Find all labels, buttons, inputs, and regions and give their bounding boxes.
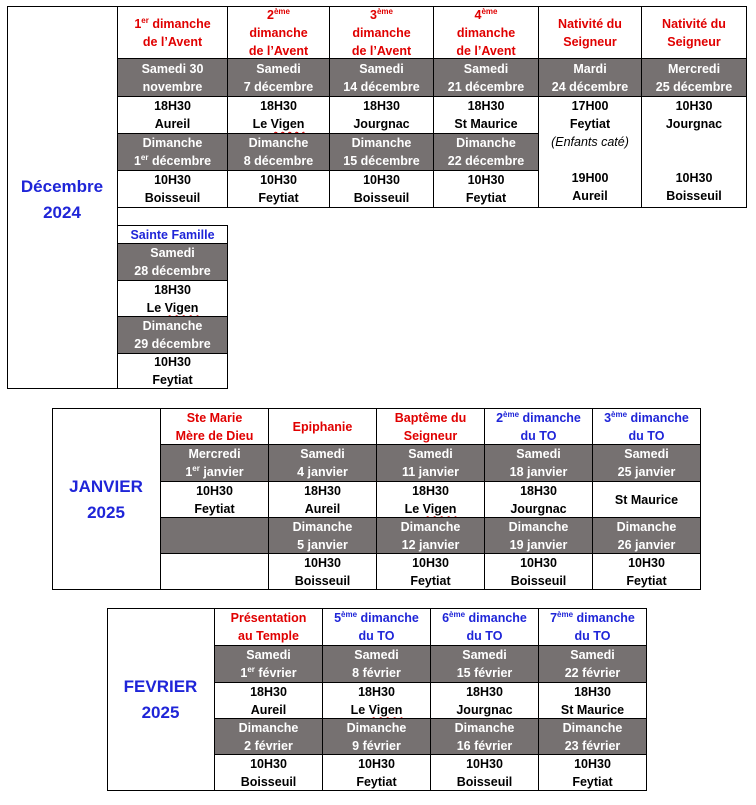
holy-family-date1	[117, 243, 228, 281]
january-date1-3	[484, 444, 593, 482]
january-mass2-1-place: Boisseuil	[294, 573, 351, 588]
february-date1-1	[322, 645, 431, 683]
december-mass1-1-time: 18H30	[260, 99, 297, 113]
january-date2-4	[592, 517, 701, 554]
christmas-day-time2: 10H30	[675, 171, 713, 185]
january-mass2-3-time: 10H30	[520, 555, 557, 570]
january-date2-3-date: 19 janvier	[509, 537, 568, 552]
december-date1-0	[117, 58, 228, 97]
december-header-4	[538, 6, 642, 59]
january-mass2-3	[484, 553, 593, 590]
december-date2-0	[117, 133, 228, 171]
january-label-year: 2025	[87, 503, 125, 522]
december-date2-1-date: 8 décembre	[243, 154, 314, 168]
january-date1-2-date: 11 janvier	[402, 465, 459, 479]
december-christmas-day-cell	[641, 96, 747, 208]
place-name: Vigen	[270, 117, 305, 131]
christmas-day-time1: 10H30	[675, 99, 713, 113]
january-header-4-line1: du TO	[628, 428, 665, 443]
february-date1-3-date: 22 février	[564, 666, 621, 680]
christmas-eve-time1: 17H00	[571, 99, 609, 113]
holy-family-mass2	[117, 353, 228, 389]
february-date2-0-day: Dimanche	[238, 720, 299, 735]
january-date1-3-day: Samedi	[516, 447, 561, 461]
february-header-1	[322, 608, 431, 646]
january-header-0	[160, 408, 269, 445]
january-mass2-1-time: 10H30	[304, 555, 341, 570]
december-mass2-3-time: 10H30	[467, 173, 505, 187]
december-mass1-3-time: 18H30	[467, 99, 505, 113]
january-header-2-line0: Baptême du	[394, 410, 467, 425]
january-mass2-3-place: Boisseuil	[510, 573, 567, 588]
december-date2-1-day: Dimanche	[248, 136, 309, 150]
christmas-eve-place2: Aureil	[572, 189, 608, 203]
holy-family-mass2-place: Feytiat	[152, 373, 193, 387]
december-date1-4-day: Mardi	[573, 61, 607, 76]
december-date2-2-date: 15 décembre	[343, 154, 420, 168]
december-date2-1	[227, 133, 330, 171]
december-mass1-2-place: Jourgnac	[353, 117, 410, 131]
february-header-0-line1: au Temple	[238, 629, 299, 643]
february-date1-2-day: Samedi	[462, 648, 507, 662]
christmas-eve-place1: Feytiat	[569, 117, 611, 131]
december-mass2-1-place: Feytiat	[258, 191, 299, 205]
january-mass1-4	[592, 481, 701, 518]
december-date2-2-day: Dimanche	[351, 136, 412, 150]
december-christmas-eve-cell	[538, 96, 642, 208]
december-mass2-3-place: Feytiat	[465, 191, 507, 205]
february-label	[107, 660, 214, 740]
december-mass2-1-time: 10H30	[260, 173, 297, 187]
february-date2-0	[214, 718, 323, 755]
january-mass1-0-time: 10H30	[196, 483, 233, 498]
february-mass2-1-place: Feytiat	[356, 774, 397, 789]
february-mass2-2-place: Boisseuil	[456, 774, 513, 789]
february-date1-3-day: Samedi	[570, 648, 615, 662]
february-mass2-0-time: 10H30	[250, 756, 287, 771]
february-mass1-1-time: 18H30	[358, 684, 395, 699]
holy-family-title	[117, 225, 228, 244]
february-date1-1-date: 8 février	[352, 666, 401, 680]
january-mass2-0	[160, 553, 269, 590]
january-date2-1	[268, 517, 377, 554]
february-header-3-line1: du TO	[574, 629, 611, 643]
february-date2-2	[430, 718, 539, 755]
december-date1-5	[641, 58, 747, 97]
december-header-4-line0: Nativité du	[558, 16, 622, 31]
february-header-0-line0: Présentation	[230, 611, 307, 625]
december-header-1-line1: dimanche	[249, 25, 308, 40]
december-mass2-0	[117, 170, 228, 208]
february-mass2-3	[538, 754, 647, 791]
december-header-2-line1: dimanche	[352, 25, 411, 40]
february-mass1-3-time: 18H30	[574, 684, 611, 699]
december-date2-3	[433, 133, 539, 171]
december-date1-3-date: 21 décembre	[447, 79, 525, 94]
february-date1-0-day: Samedi	[246, 648, 291, 662]
december-header-5-line1: Seigneur	[667, 34, 721, 49]
holy-family-date1-day: Samedi	[150, 246, 195, 260]
january-header-3	[484, 408, 593, 445]
january-date2-4-day: Dimanche	[616, 519, 677, 534]
december-mass1-0-time: 18H30	[154, 99, 191, 113]
january-date1-4	[592, 444, 701, 482]
holy-family-date2-day: Dimanche	[142, 319, 203, 333]
february-date2-1-day: Dimanche	[346, 720, 407, 735]
february-mass2-1-time: 10H30	[358, 756, 395, 771]
february-mass2-3-place: Feytiat	[572, 774, 613, 789]
december-date1-2-date: 14 décembre	[343, 79, 420, 94]
january-mass1-1-time: 18H30	[304, 483, 341, 498]
february-header-1-line0: 5ème dimanche	[334, 609, 419, 625]
february-mass1-2	[430, 682, 539, 719]
january-header-4	[592, 408, 701, 445]
holy-family-date2-date: 29 décembre	[134, 337, 211, 351]
february-mass2-3-time: 10H30	[574, 756, 611, 771]
january-date1-0-day: Mercredi	[188, 447, 241, 461]
january-mass2-2-place: Feytiat	[410, 573, 451, 588]
holy-family-title-text: Sainte Famille	[130, 227, 215, 242]
february-date1-1-day: Samedi	[354, 648, 399, 662]
february-mass2-1	[322, 754, 431, 791]
place-name: Vigen	[368, 702, 403, 717]
december-header-0-line0: 1er dimanche	[134, 15, 211, 31]
january-mass2-4-place: Feytiat	[626, 573, 667, 588]
february-mass1-0	[214, 682, 323, 719]
december-date2-3-day: Dimanche	[456, 136, 516, 150]
february-mass2-2	[430, 754, 539, 791]
january-mass1-1	[268, 481, 377, 518]
january-mass1-2-time: 18H30	[412, 483, 449, 498]
february-date2-1	[322, 718, 431, 755]
january-mass1-3-place: Jourgnac	[510, 501, 567, 516]
january-date1-3-date: 18 janvier	[509, 465, 568, 479]
december-date1-0-day: Samedi 30	[141, 61, 204, 76]
december-date1-4-date: 24 décembre	[551, 79, 629, 94]
december-date1-1-date: 7 décembre	[243, 79, 314, 94]
february-mass1-2-time: 18H30	[466, 684, 503, 699]
january-header-1-line0: Epiphanie	[292, 419, 353, 434]
holy-family-mass1	[117, 280, 228, 317]
christmas-day-place2: Boisseuil	[666, 189, 722, 203]
february-mass1-0-time: 18H30	[250, 684, 287, 699]
christmas-eve-time2: 19H00	[571, 171, 609, 185]
february-mass2-0	[214, 754, 323, 791]
december-mass2-0-time: 10H30	[154, 173, 191, 187]
december-date1-5-date: 25 décembre	[655, 79, 733, 94]
january-date2-1-day: Dimanche	[292, 519, 353, 534]
december-mass2-3	[433, 170, 539, 208]
january-mass1-2-place: Le Vigen	[404, 501, 457, 516]
february-date2-1-date: 9 février	[352, 738, 401, 753]
december-header-4-line1: Seigneur	[563, 34, 617, 49]
february-date1-0	[214, 645, 323, 683]
february-header-1-line1: du TO	[358, 629, 395, 643]
december-date1-2	[329, 58, 434, 97]
february-mass2-2-time: 10H30	[466, 756, 503, 771]
february-date2-2-date: 16 février	[456, 738, 513, 753]
december-header-1-line0: 2ème	[267, 6, 290, 22]
february-date1-0-date: 1er février	[240, 664, 297, 680]
january-mass2-1	[268, 553, 377, 590]
december-mass1-2	[329, 96, 434, 134]
january-header-3-line0: 2ème dimanche	[496, 409, 581, 425]
january-date1-1-date: 4 janvier	[297, 465, 348, 479]
december-mass2-1	[227, 170, 330, 208]
holy-family-mass2-time: 10H30	[154, 355, 191, 369]
december-mass1-3-place: St Maurice	[454, 117, 518, 131]
place-name: Vigen	[164, 300, 199, 315]
february-date1-2	[430, 645, 539, 683]
february-date2-3	[538, 718, 647, 755]
january-header-2-line1: Seigneur	[403, 428, 458, 443]
december-mass1-3	[433, 96, 539, 134]
january-mass1-2	[376, 481, 485, 518]
february-header-2	[430, 608, 539, 646]
holy-family-mass1-time: 18H30	[154, 282, 191, 297]
february-label-month: FEVRIER	[123, 677, 198, 696]
january-header-3-line1: du TO	[520, 428, 557, 443]
december-label-month: Décembre	[20, 177, 104, 196]
january-mass2-2-time: 10H30	[412, 555, 449, 570]
january-mass1-3-time: 18H30	[520, 483, 557, 498]
january-date1-0	[160, 444, 269, 482]
december-mass1-1	[227, 96, 330, 134]
january-date1-4-date: 25 janvier	[617, 465, 676, 479]
january-header-1	[268, 408, 377, 445]
place-name: Vigen	[422, 501, 457, 516]
december-header-3-line2: de l’Avent	[456, 43, 516, 58]
december-header-2-line0: 3ème	[370, 6, 393, 22]
christmas-eve-note: (Enfants caté)	[551, 135, 629, 149]
december-mass2-2-time: 10H30	[363, 173, 400, 187]
february-date1-2-date: 15 février	[456, 666, 513, 680]
january-date2-2-date: 12 janvier	[401, 537, 460, 552]
december-date1-3-day: Samedi	[463, 61, 509, 76]
february-header-3	[538, 608, 647, 646]
january-date1-2	[376, 444, 485, 482]
january-header-2	[376, 408, 485, 445]
january-mass1-0-place: Feytiat	[194, 501, 235, 516]
february-mass1-0-place: Aureil	[250, 702, 287, 717]
december-header-1-line2: de l’Avent	[248, 43, 309, 58]
december-header-1	[227, 6, 330, 59]
january-mass2-4	[592, 553, 701, 590]
january-mass1-1-place: Aureil	[304, 501, 341, 516]
january-date2-2-day: Dimanche	[400, 519, 461, 534]
january-date2-2	[376, 517, 485, 554]
december-mass1-1-place: Le Vigen	[252, 117, 305, 131]
december-date2-3-date: 22 décembre	[447, 154, 525, 168]
december-header-0-line1: de l’Avent	[142, 34, 203, 49]
christmas-day-place1: Jourgnac	[665, 117, 723, 131]
december-header-5-line0: Nativité du	[662, 16, 726, 31]
january-date2-3	[484, 517, 593, 554]
december-label-year: 2024	[43, 203, 81, 222]
february-header-2-line0: 6ème dimanche	[442, 609, 527, 625]
february-mass1-3	[538, 682, 647, 719]
january-mass1-4-place: St Maurice	[614, 492, 679, 507]
january-date1-4-day: Samedi	[624, 447, 669, 461]
february-header-2-line1: du TO	[466, 629, 503, 643]
january-mass2-4-time: 10H30	[628, 555, 665, 570]
december-header-3-line0: 4ème	[474, 6, 498, 22]
december-date1-2-day: Samedi	[359, 61, 404, 76]
holy-family-mass1-place: Le Vigen	[146, 300, 199, 315]
february-date2-3-day: Dimanche	[562, 720, 623, 735]
december-date2-0-date: 1er décembre	[133, 152, 212, 168]
december-date1-4	[538, 58, 642, 97]
january-header-4-line0: 3ème dimanche	[604, 409, 689, 425]
february-header-3-line0: 7ème dimanche	[550, 609, 635, 625]
december-header-5	[641, 6, 747, 59]
january-date2-0	[160, 517, 269, 554]
january-label	[52, 460, 160, 540]
december-mass2-2	[329, 170, 434, 208]
january-header-0-line1: Mère de Dieu	[175, 428, 254, 443]
december-date1-5-day: Mercredi	[667, 61, 721, 76]
february-mass1-2-place: Jourgnac	[456, 702, 513, 717]
january-mass1-0	[160, 481, 269, 518]
february-mass1-1-place: Le Vigen	[350, 702, 403, 717]
december-header-3-line1: dimanche	[456, 25, 516, 40]
december-mass1-2-time: 18H30	[363, 99, 400, 113]
january-date2-3-day: Dimanche	[508, 519, 569, 534]
december-mass2-0-place: Boisseuil	[144, 191, 201, 205]
december-header-0	[117, 6, 228, 59]
january-mass2-2	[376, 553, 485, 590]
january-date1-1	[268, 444, 377, 482]
january-header-0-line0: Ste Marie	[186, 410, 243, 425]
december-mass1-0-place: Aureil	[154, 117, 191, 131]
january-date1-2-day: Samedi	[408, 447, 453, 461]
december-header-3	[433, 6, 539, 59]
january-date1-1-day: Samedi	[300, 447, 345, 461]
december-date2-0-day: Dimanche	[142, 136, 203, 150]
holy-family-date1-date: 28 décembre	[134, 264, 211, 278]
january-date2-1-date: 5 janvier	[297, 537, 348, 552]
february-date1-3	[538, 645, 647, 683]
february-mass1-1	[322, 682, 431, 719]
february-mass1-3-place: St Maurice	[560, 702, 625, 717]
february-label-year: 2025	[141, 703, 180, 722]
december-date1-3	[433, 58, 539, 97]
january-label-month: JANVIER	[69, 477, 143, 496]
december-label	[7, 150, 117, 250]
december-mass2-2-place: Boisseuil	[353, 191, 410, 205]
january-mass1-3	[484, 481, 593, 518]
february-date2-3-date: 23 février	[564, 738, 621, 753]
february-date2-2-day: Dimanche	[454, 720, 515, 735]
december-date1-0-date: novembre	[142, 79, 203, 94]
december-date1-1-day: Samedi	[256, 61, 301, 76]
december-header-2	[329, 6, 434, 59]
december-mass1-0	[117, 96, 228, 134]
february-header-0	[214, 608, 323, 646]
december-date1-1	[227, 58, 330, 97]
february-mass2-0-place: Boisseuil	[240, 774, 297, 789]
january-date2-4-date: 26 janvier	[617, 537, 676, 552]
january-date1-0-date: 1er janvier	[185, 463, 244, 479]
holy-family-date2	[117, 316, 228, 354]
february-date2-0-date: 2 février	[244, 738, 293, 753]
december-header-2-line2: de l’Avent	[351, 43, 412, 58]
december-date2-2	[329, 133, 434, 171]
